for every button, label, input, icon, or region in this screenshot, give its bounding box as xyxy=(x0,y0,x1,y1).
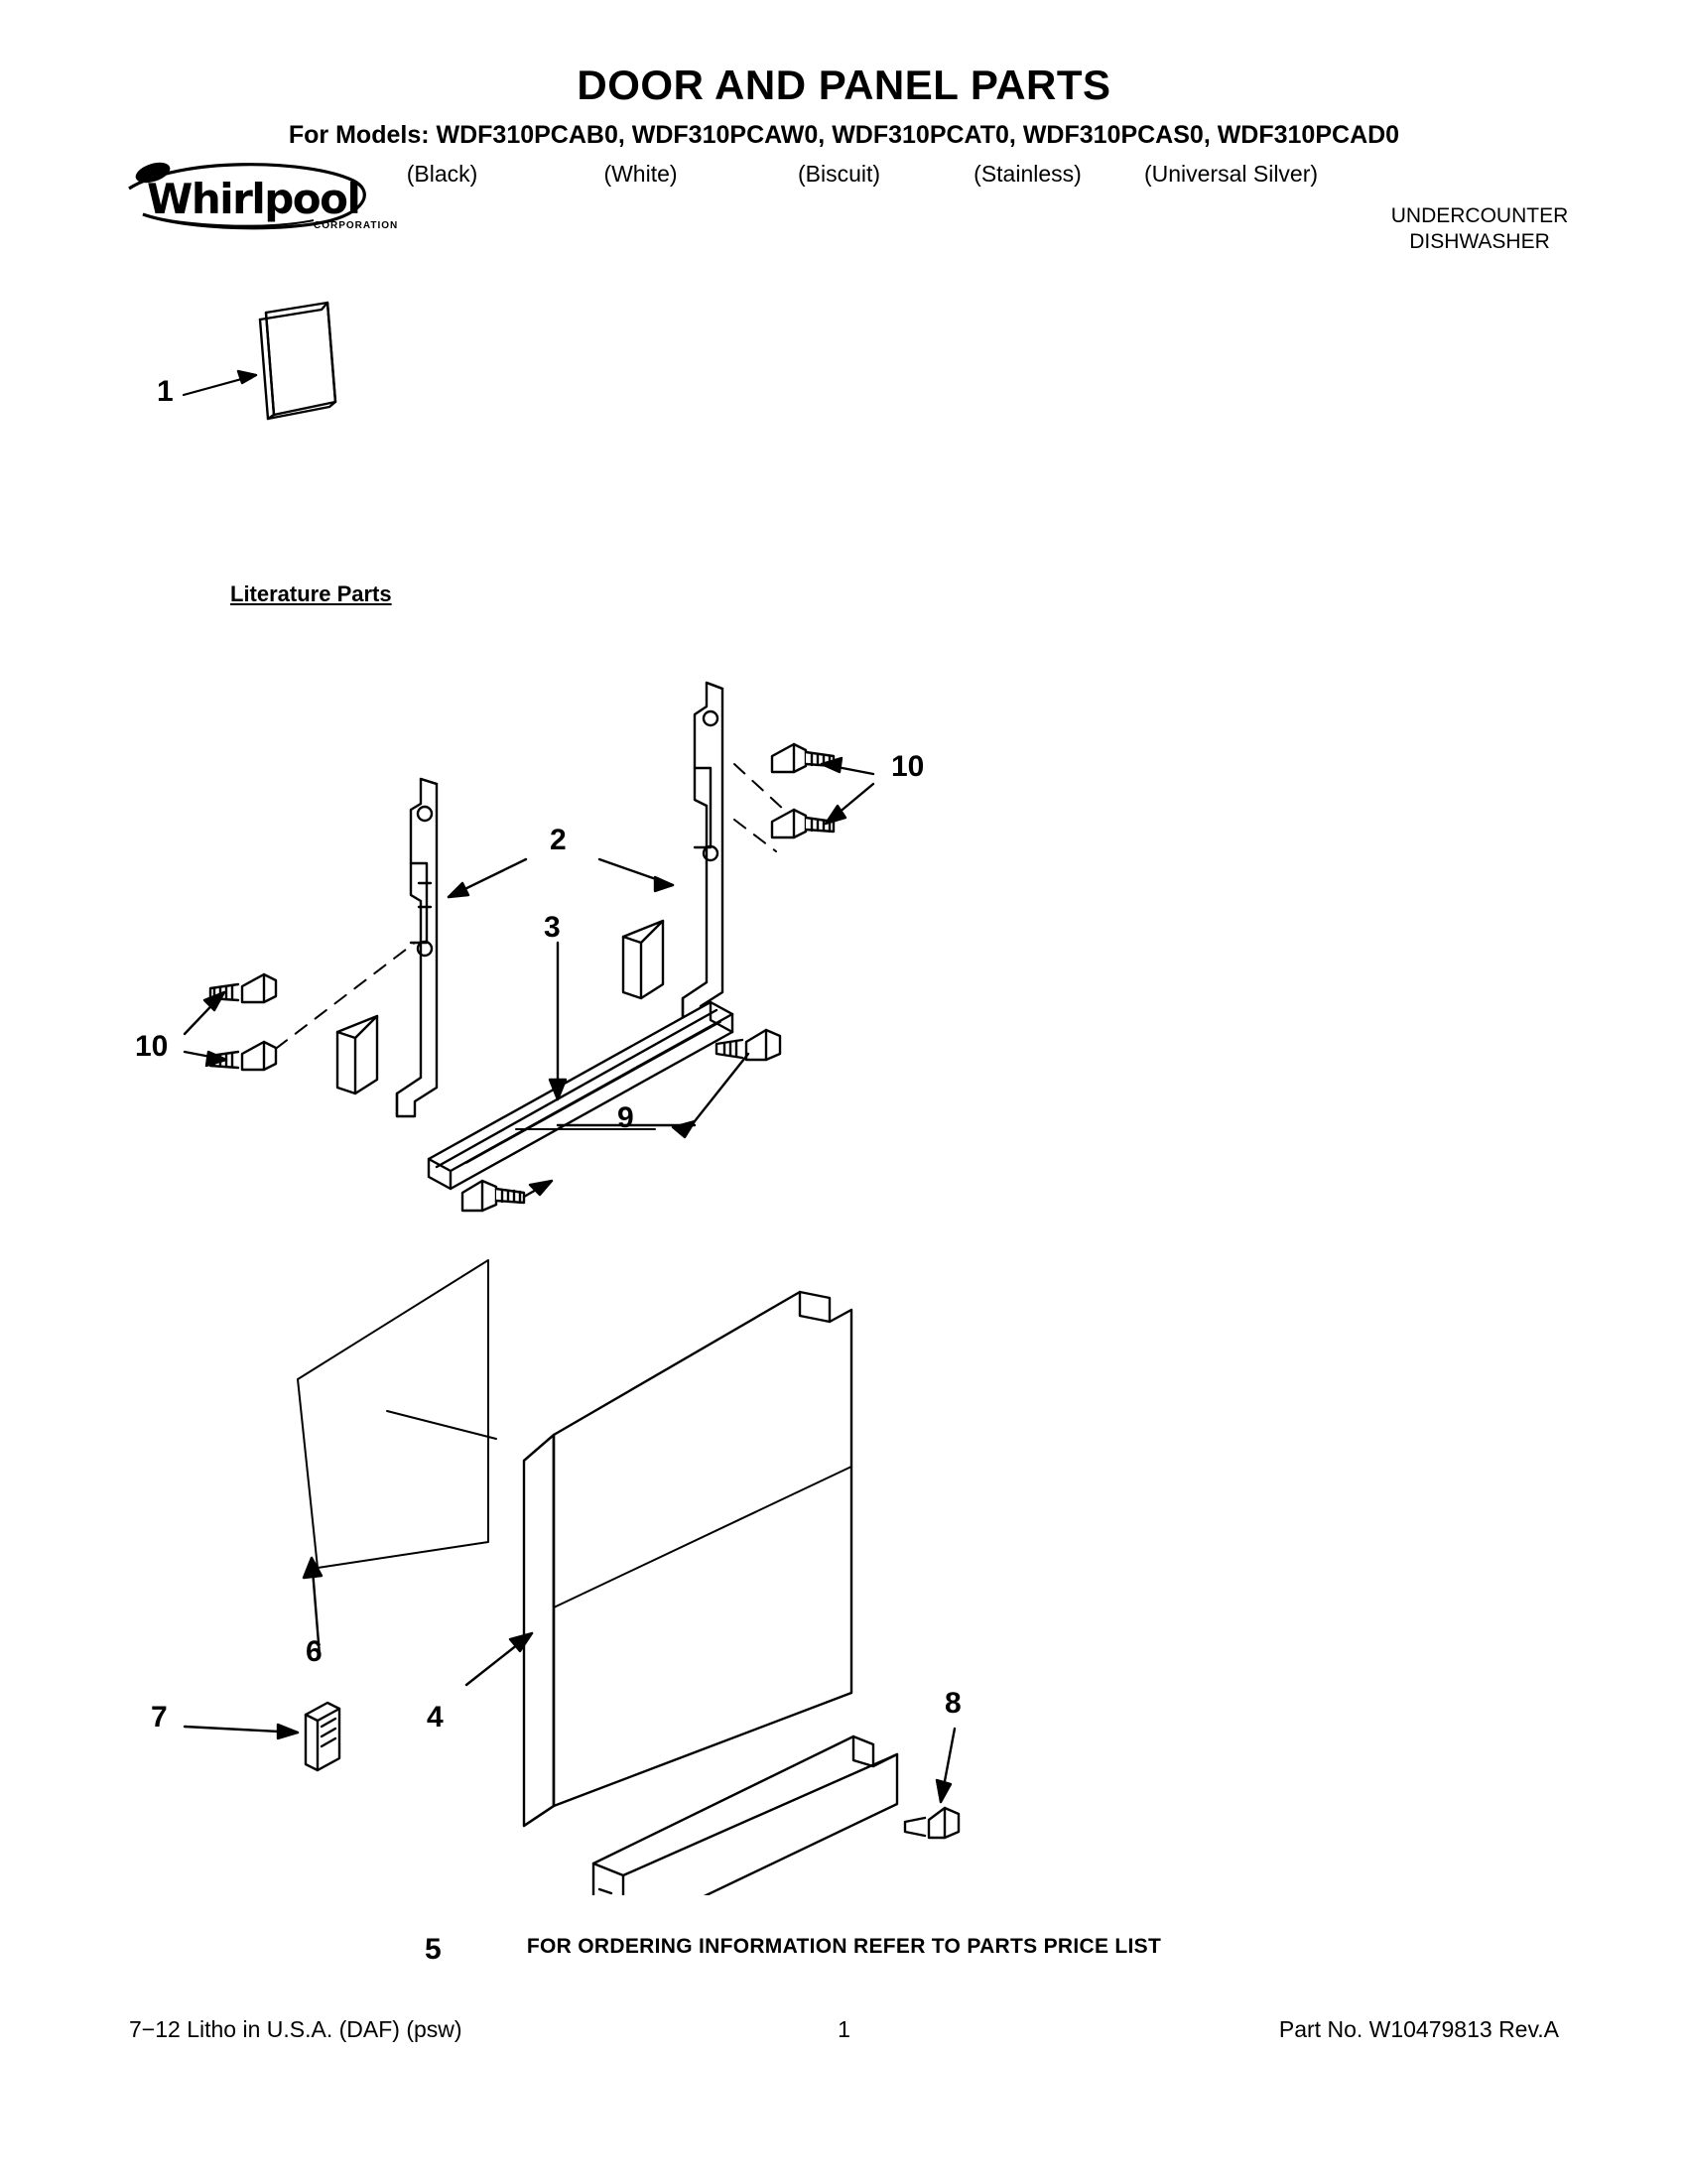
literature-parts-label: Literature Parts xyxy=(230,581,392,606)
leader-line-4 xyxy=(466,1633,532,1685)
color-option-stainless: (Stainless) xyxy=(974,161,1082,187)
appliance-type-line1: UNDERCOUNTER xyxy=(1390,204,1569,227)
part-screw-rail-bottom xyxy=(462,1181,524,1211)
callout-2: 2 xyxy=(550,824,567,856)
model-list: For Models: WDF310PCAB0, WDF310PCAW0, WDF310PCAT0, WDF310PCAS0, WDF310PCAD0 xyxy=(288,121,1400,149)
callout-5: 5 xyxy=(425,1933,442,1966)
leader-line-8 xyxy=(937,1729,955,1802)
part-screw-top-1 xyxy=(772,744,834,772)
leader-line-10-top xyxy=(822,758,873,824)
part-screw-toe xyxy=(905,1808,959,1838)
whirlpool-corporation-text: CORPORATION xyxy=(314,220,399,231)
color-option-white: (White) xyxy=(603,161,678,187)
leader-line-2-right xyxy=(599,859,673,891)
leader-line-2-left xyxy=(449,859,526,897)
footer-part-number: Part No. W10479813 Rev.A xyxy=(1278,2016,1559,2042)
color-option-biscuit: (Biscuit) xyxy=(797,161,881,187)
callout-6: 6 xyxy=(306,1635,323,1668)
callout-10-left: 10 xyxy=(135,1030,169,1063)
callout-3: 3 xyxy=(544,911,561,944)
part-left-hinge-bracket xyxy=(337,779,437,1116)
whirlpool-logo xyxy=(119,159,399,238)
footer-litho-info: 7−12 Litho in U.S.A. (DAF) (psw) xyxy=(129,2016,462,2042)
part-outer-panel xyxy=(298,1260,488,1568)
ordering-info-note: FOR ORDERING INFORMATION REFER TO PARTS PRICE LIST xyxy=(526,1935,1162,1958)
part-door-panel xyxy=(524,1292,851,1826)
leader-line-3 xyxy=(550,943,566,1099)
callout-7: 7 xyxy=(151,1701,168,1734)
color-option-universal-silver: (Universal Silver) xyxy=(1143,161,1319,187)
whirlpool-wordmark: Whirlpool xyxy=(147,175,360,223)
callout-8: 8 xyxy=(945,1687,962,1720)
color-option-black: (Black) xyxy=(406,161,478,187)
footer-page-number: 1 xyxy=(838,2016,850,2042)
part-door-rail xyxy=(429,1002,732,1189)
callout-1: 1 xyxy=(157,375,174,408)
part-screw-top-2 xyxy=(772,810,834,837)
callout-9: 9 xyxy=(617,1101,634,1134)
callout-4: 4 xyxy=(427,1701,444,1734)
appliance-type-line2: DISHWASHER xyxy=(1409,230,1550,253)
part-right-hinge-bracket xyxy=(623,683,722,1020)
parts-illustration xyxy=(0,248,1688,1895)
part-clip xyxy=(306,1703,339,1770)
part-literature-booklet xyxy=(260,303,335,419)
callout-10-top: 10 xyxy=(891,750,925,783)
leader-line-7 xyxy=(185,1725,298,1738)
leader-line-1 xyxy=(184,371,256,395)
dashed-alignment-line-left xyxy=(256,943,415,1064)
page-title: DOOR AND PANEL PARTS xyxy=(577,62,1111,108)
